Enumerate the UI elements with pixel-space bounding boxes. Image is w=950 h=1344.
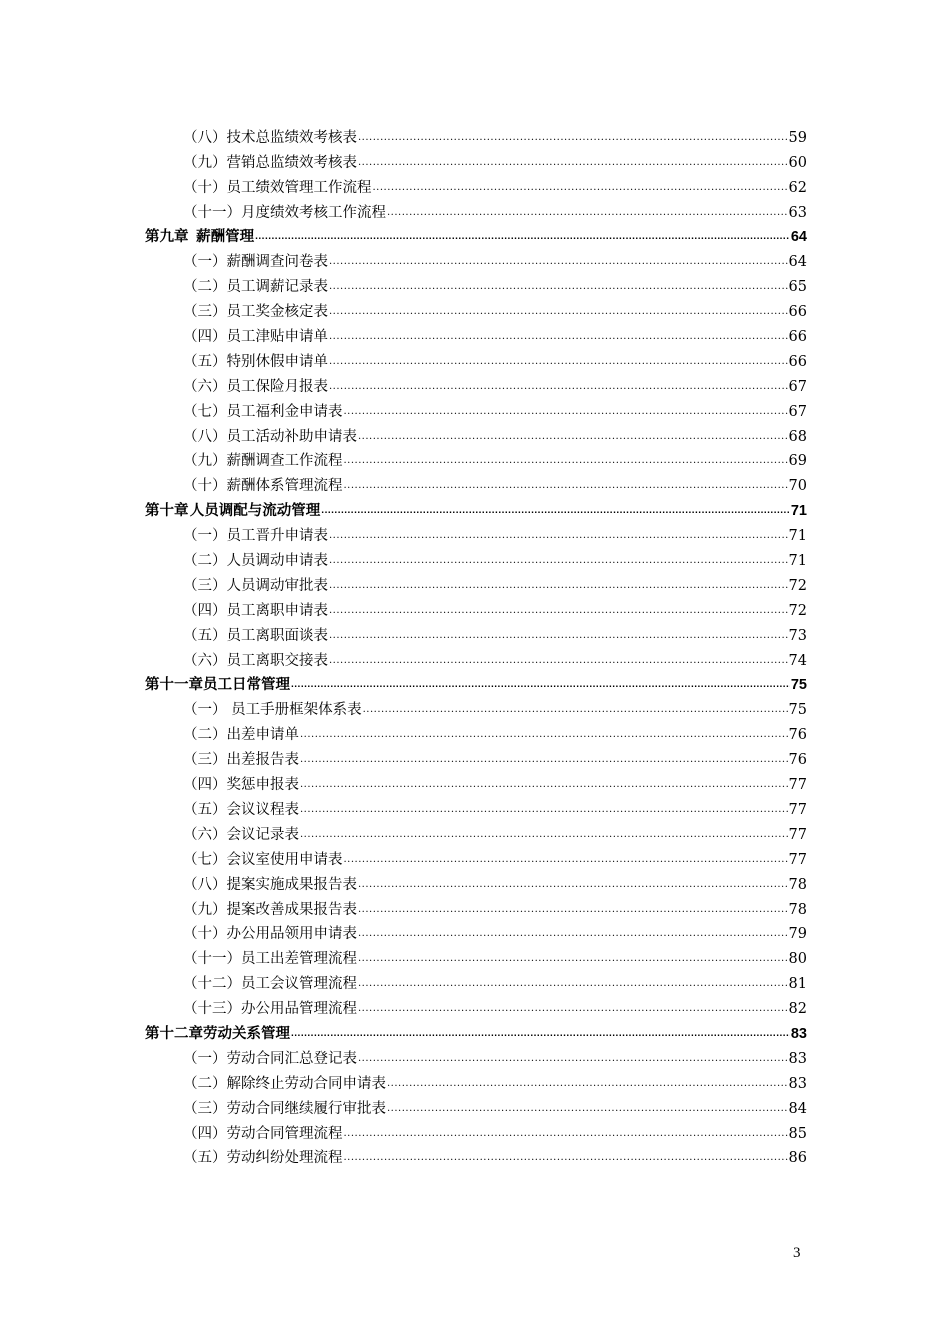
toc-entry-label: （五）会议议程表 bbox=[183, 801, 299, 818]
toc-entry[interactable] bbox=[145, 521, 807, 546]
dot-leader bbox=[329, 579, 788, 593]
dot-leader bbox=[300, 803, 788, 817]
toc-entry-label: （十一）月度绩效考核工作流程 bbox=[183, 204, 386, 221]
toc-entry[interactable] bbox=[145, 247, 807, 272]
toc-entry[interactable] bbox=[145, 471, 807, 496]
toc-page-number: 76 bbox=[788, 727, 807, 744]
toc-page-number: 67 bbox=[788, 403, 807, 420]
toc-entry[interactable] bbox=[145, 422, 807, 447]
dot-leader bbox=[344, 1151, 788, 1165]
toc-page-number: 77 bbox=[788, 826, 807, 843]
toc-page-number: 65 bbox=[788, 279, 807, 296]
toc-entry-label: （四）奖惩申报表 bbox=[183, 777, 299, 794]
dot-leader bbox=[329, 554, 788, 568]
dot-leader bbox=[329, 305, 788, 319]
toc-page-number: 83 bbox=[788, 1075, 807, 1092]
toc-entry[interactable] bbox=[145, 198, 807, 223]
toc-page-number: 59 bbox=[788, 129, 807, 146]
toc-page-number: 81 bbox=[788, 976, 807, 993]
chapter-number: 第十章 bbox=[145, 503, 189, 520]
toc-page-number: 84 bbox=[788, 1100, 807, 1117]
toc-entry-label: （六）会议记录表 bbox=[183, 826, 299, 843]
dot-leader bbox=[329, 355, 788, 369]
toc-entry-label: （五）特别休假申请单 bbox=[183, 353, 328, 370]
toc-entry-label: 劳动关系管理 bbox=[203, 1025, 290, 1042]
dot-leader bbox=[387, 1102, 788, 1116]
toc-entry-label: （十）员工绩效管理工作流程 bbox=[183, 179, 372, 196]
dot-leader bbox=[329, 654, 788, 668]
toc-entry[interactable] bbox=[145, 372, 807, 397]
toc-entry[interactable] bbox=[145, 1144, 807, 1169]
dot-leader bbox=[329, 604, 788, 618]
toc-entry-label: （六）员工保险月报表 bbox=[183, 378, 328, 395]
chapter-number: 第十一章 bbox=[145, 677, 203, 694]
toc-page-number: 63 bbox=[788, 204, 807, 221]
toc-entry[interactable] bbox=[145, 720, 807, 745]
toc-entry-label: （九）提案改善成果报告表 bbox=[183, 901, 357, 918]
toc-entry-label: （一） 员工手册框架体系表 bbox=[183, 702, 362, 719]
dot-leader bbox=[255, 230, 790, 244]
toc-entry-label: 薪酬管理 bbox=[196, 229, 255, 246]
dot-leader bbox=[329, 380, 788, 394]
toc-entry[interactable] bbox=[145, 621, 807, 646]
toc-entry[interactable] bbox=[145, 994, 807, 1019]
dot-leader bbox=[387, 1077, 788, 1091]
dot-leader bbox=[344, 405, 788, 419]
toc-entry-label: （九）薪酬调查工作流程 bbox=[183, 453, 343, 470]
toc-entry-label: （十三）办公用品管理流程 bbox=[183, 1001, 357, 1018]
toc-page-number: 79 bbox=[788, 926, 807, 943]
toc-entry[interactable] bbox=[145, 646, 807, 671]
toc-page-number: 75 bbox=[788, 702, 807, 719]
toc-entry[interactable] bbox=[145, 745, 807, 770]
toc-entry-label: （二）员工调薪记录表 bbox=[183, 279, 328, 296]
dot-leader bbox=[300, 728, 788, 742]
dot-leader bbox=[358, 1002, 788, 1016]
toc-entry-label: （三）员工奖金核定表 bbox=[183, 304, 328, 321]
toc-entry[interactable] bbox=[145, 546, 807, 571]
toc-entry-label: （三）人员调动审批表 bbox=[183, 577, 328, 594]
toc-entry[interactable] bbox=[145, 1094, 807, 1119]
toc-entry-label: （七）会议室使用申请表 bbox=[183, 851, 343, 868]
toc-entry[interactable] bbox=[145, 820, 807, 845]
toc-page-number: 75 bbox=[790, 677, 807, 694]
toc-page-number: 72 bbox=[788, 602, 807, 619]
toc-entry[interactable] bbox=[145, 969, 807, 994]
dot-leader bbox=[300, 753, 788, 767]
toc-page-number: 83 bbox=[788, 1050, 807, 1067]
toc-page-number: 77 bbox=[788, 777, 807, 794]
toc-entry-label: （七）员工福利金申请表 bbox=[183, 403, 343, 420]
toc-chapter-entry[interactable] bbox=[145, 223, 807, 248]
toc-entry-label: （八）员工活动补助申请表 bbox=[183, 428, 357, 445]
toc-entry[interactable] bbox=[145, 944, 807, 969]
dot-leader bbox=[363, 703, 788, 717]
toc-entry[interactable] bbox=[145, 920, 807, 945]
toc-page-number: 67 bbox=[788, 378, 807, 395]
dot-leader bbox=[358, 156, 788, 170]
toc-entry-label: （二）人员调动申请表 bbox=[183, 553, 328, 570]
dot-leader bbox=[344, 454, 788, 468]
dot-leader bbox=[358, 903, 788, 917]
toc-entry[interactable] bbox=[145, 322, 807, 347]
toc-page-number: 69 bbox=[788, 453, 807, 470]
toc-entry-label: 员工日常管理 bbox=[203, 677, 290, 694]
dot-leader bbox=[358, 927, 788, 941]
toc-entry[interactable] bbox=[145, 347, 807, 372]
toc-entry[interactable] bbox=[145, 173, 807, 198]
toc-entry-label: （四）员工离职申请表 bbox=[183, 602, 328, 619]
toc-page-number: 71 bbox=[788, 553, 807, 570]
toc-entry[interactable] bbox=[145, 795, 807, 820]
toc-entry-label: （九）营销总监绩效考核表 bbox=[183, 154, 357, 171]
toc-entry-label: （十）办公用品领用申请表 bbox=[183, 926, 357, 943]
toc-entry[interactable] bbox=[145, 272, 807, 297]
toc-entry-label: （四）员工津贴申请单 bbox=[183, 329, 328, 346]
toc-entry[interactable] bbox=[145, 148, 807, 173]
dot-leader bbox=[300, 778, 788, 792]
toc-page-number: 76 bbox=[788, 752, 807, 769]
toc-page-number: 71 bbox=[790, 503, 807, 520]
toc-entry[interactable] bbox=[145, 770, 807, 795]
toc-entry-label: （五）劳动纠纷处理流程 bbox=[183, 1150, 343, 1167]
toc-entry[interactable] bbox=[145, 1119, 807, 1144]
toc-entry-label: （二）解除终止劳动合同申请表 bbox=[183, 1075, 386, 1092]
toc-chapter-entry[interactable] bbox=[145, 1019, 807, 1044]
toc-page-number: 62 bbox=[788, 179, 807, 196]
page-number: 3 bbox=[793, 1245, 801, 1261]
toc-page-number: 77 bbox=[788, 851, 807, 868]
toc-entry[interactable] bbox=[145, 870, 807, 895]
toc-page-number: 78 bbox=[788, 901, 807, 918]
toc-entry[interactable] bbox=[145, 845, 807, 870]
toc-entry[interactable] bbox=[145, 1069, 807, 1094]
toc-page-number: 60 bbox=[788, 154, 807, 171]
dot-leader bbox=[329, 255, 788, 269]
dot-leader bbox=[358, 952, 788, 966]
toc-page-number: 64 bbox=[788, 254, 807, 271]
toc-entry-label: （一）员工晋升申请表 bbox=[183, 528, 328, 545]
toc-entry[interactable] bbox=[145, 123, 807, 148]
dot-leader bbox=[344, 1127, 788, 1141]
toc-entry[interactable] bbox=[145, 596, 807, 621]
dot-leader bbox=[387, 206, 788, 220]
toc-page-number: 70 bbox=[788, 478, 807, 495]
table-of-contents bbox=[145, 123, 807, 1168]
toc-page-number: 74 bbox=[788, 652, 807, 669]
toc-entry-label: （一）薪酬调查问卷表 bbox=[183, 254, 328, 271]
toc-page-number: 86 bbox=[788, 1150, 807, 1167]
dot-leader bbox=[329, 330, 788, 344]
toc-page-number: 83 bbox=[790, 1025, 807, 1042]
toc-entry-label: （四）劳动合同管理流程 bbox=[183, 1125, 343, 1142]
toc-entry-label: （十一）员工出差管理流程 bbox=[183, 951, 357, 968]
dot-leader bbox=[329, 280, 788, 294]
toc-entry-label: （三）劳动合同继续履行审批表 bbox=[183, 1100, 386, 1117]
toc-entry-label: （十）薪酬体系管理流程 bbox=[183, 478, 343, 495]
dot-leader bbox=[358, 430, 788, 444]
toc-entry[interactable] bbox=[145, 297, 807, 322]
toc-page-number: 68 bbox=[788, 428, 807, 445]
dot-leader bbox=[344, 479, 788, 493]
toc-page-number: 72 bbox=[788, 577, 807, 594]
dot-leader bbox=[358, 1052, 788, 1066]
dot-leader bbox=[291, 1027, 790, 1041]
toc-page-number: 77 bbox=[788, 801, 807, 818]
toc-entry-label: （一）劳动合同汇总登记表 bbox=[183, 1050, 357, 1067]
dot-leader bbox=[373, 181, 788, 195]
toc-entry-label: （二）出差申请单 bbox=[183, 727, 299, 744]
toc-page-number: 66 bbox=[788, 329, 807, 346]
toc-page-number: 71 bbox=[788, 528, 807, 545]
toc-entry[interactable] bbox=[145, 447, 807, 472]
toc-page-number: 80 bbox=[788, 951, 807, 968]
toc-entry-label: 人员调配与流动管理 bbox=[189, 503, 321, 520]
toc-page-number: 78 bbox=[788, 876, 807, 893]
toc-page-number: 82 bbox=[788, 1001, 807, 1018]
toc-page-number: 73 bbox=[788, 627, 807, 644]
chapter-number: 第十二章 bbox=[145, 1025, 203, 1042]
toc-entry-label: （八）技术总监绩效考核表 bbox=[183, 129, 357, 146]
toc-page-number: 64 bbox=[790, 229, 807, 246]
dot-leader bbox=[300, 828, 788, 842]
dot-leader bbox=[329, 529, 788, 543]
dot-leader bbox=[358, 131, 788, 145]
toc-entry-label: （五）员工离职面谈表 bbox=[183, 627, 328, 644]
toc-page-number: 66 bbox=[788, 353, 807, 370]
toc-entry-label: （三）出差报告表 bbox=[183, 752, 299, 769]
dot-leader bbox=[329, 629, 788, 643]
toc-page-number: 66 bbox=[788, 304, 807, 321]
chapter-number: 第九章 bbox=[145, 229, 189, 246]
toc-entry[interactable] bbox=[145, 397, 807, 422]
toc-chapter-entry[interactable] bbox=[145, 671, 807, 696]
toc-entry[interactable] bbox=[145, 895, 807, 920]
dot-leader bbox=[358, 878, 788, 892]
toc-chapter-entry[interactable] bbox=[145, 496, 807, 521]
toc-entry-label: （十二）员工会议管理流程 bbox=[183, 976, 357, 993]
toc-page-number: 85 bbox=[788, 1125, 807, 1142]
toc-entry[interactable] bbox=[145, 695, 807, 720]
toc-entry[interactable] bbox=[145, 571, 807, 596]
toc-entry-label: （八）提案实施成果报告表 bbox=[183, 876, 357, 893]
toc-entry-label: （六）员工离职交接表 bbox=[183, 652, 328, 669]
dot-leader bbox=[291, 678, 790, 692]
dot-leader bbox=[321, 504, 790, 518]
toc-entry[interactable] bbox=[145, 1044, 807, 1069]
dot-leader bbox=[358, 977, 788, 991]
dot-leader bbox=[344, 853, 788, 867]
